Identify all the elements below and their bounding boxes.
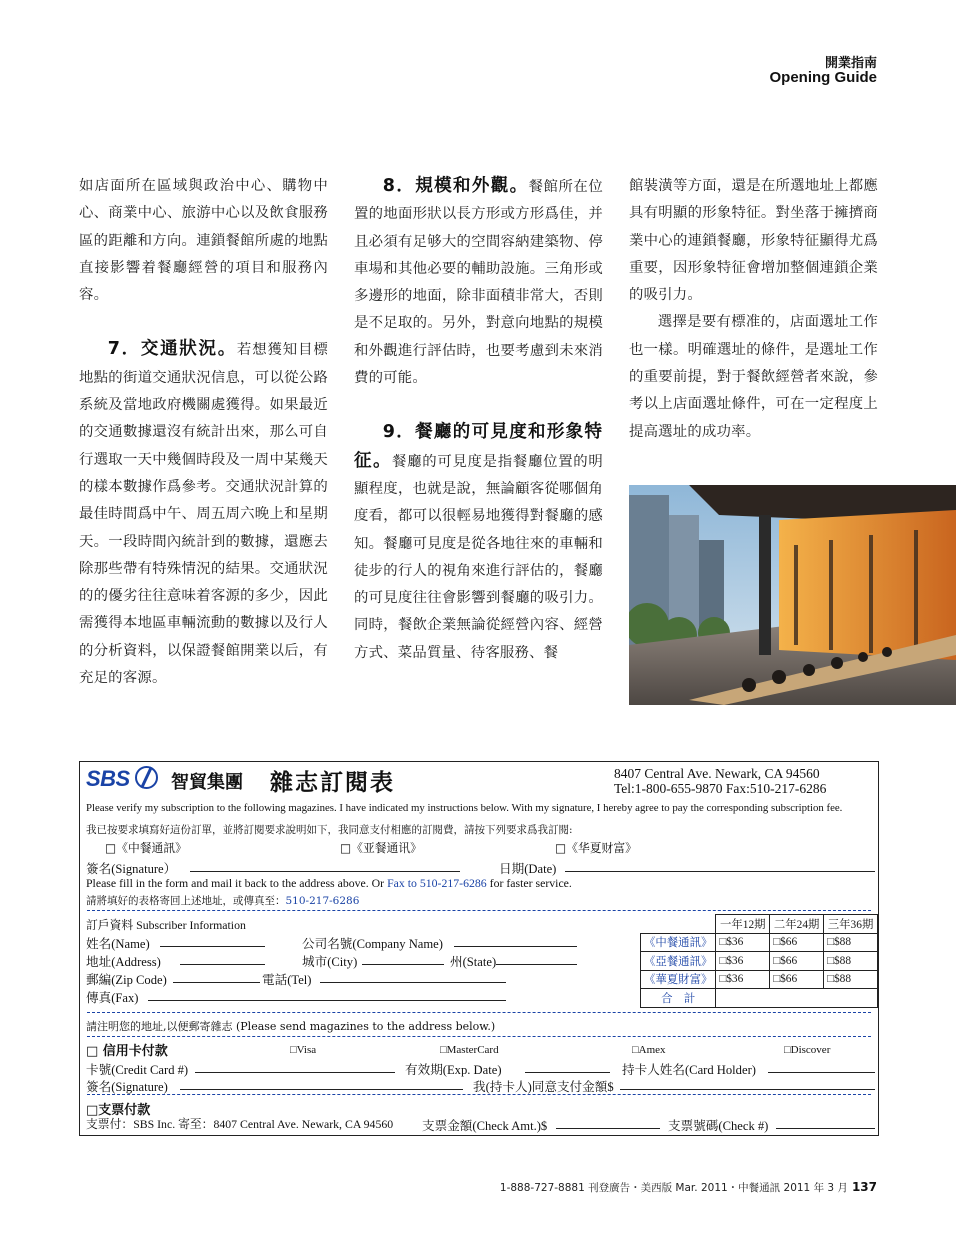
signature-label: 簽名(Signature） bbox=[86, 862, 177, 876]
date-label: 日期(Date) bbox=[499, 862, 557, 876]
article-column-2 bbox=[354, 173, 603, 667]
price-checkbox[interactable]: □$88 bbox=[824, 952, 878, 971]
restaurant-photo bbox=[629, 485, 956, 705]
verify-text-en: Please verify my subscription to the following magazines. I have indicated my instructions below. With my signature, I hereby agree to pay the corresponding subscription fee. bbox=[86, 802, 843, 814]
company-field[interactable] bbox=[454, 946, 577, 947]
send-address-note: 請注明您的地址,以便郵寄雜志 (Please send magazines to the address below.) bbox=[86, 1020, 496, 1033]
tel-label: 電話(Tel) bbox=[262, 973, 312, 987]
verify-text-cn: 我已按要求填寫好這份訂單，並將訂閱要求說明如下，我同意支付相應的訂閱費，請按下列要求爲我訂閱: bbox=[86, 824, 573, 836]
mail-text-1: Please fill in the form and mail it back to the address above. Or bbox=[86, 876, 385, 890]
visa-option[interactable]: □Visa bbox=[290, 1044, 317, 1056]
card-holder-label: 持卡人姓名(Card Holder) bbox=[622, 1063, 756, 1077]
address-field[interactable] bbox=[180, 964, 265, 965]
card-holder-field[interactable] bbox=[768, 1072, 875, 1073]
price-row bbox=[641, 952, 878, 971]
footer-text: 1-888-727-8881 刊登廣告・美西版 Mar. 2011・中餐通訊 2011 年 3 月 bbox=[499, 1182, 848, 1194]
globe-logo-icon bbox=[135, 766, 158, 789]
signature-2-label: 簽名(Signature) bbox=[86, 1080, 168, 1094]
city-label: 城市(City) bbox=[302, 955, 358, 969]
mail-instructions-cn bbox=[86, 893, 359, 908]
price-row-title: 《中餐通訊》 bbox=[641, 933, 716, 952]
check-amount-field[interactable] bbox=[556, 1128, 660, 1129]
date-field[interactable] bbox=[565, 871, 875, 872]
price-row bbox=[641, 970, 878, 989]
form-address: 8407 Central Ave. Newark, CA 94560 bbox=[614, 766, 820, 781]
section-8 bbox=[354, 173, 603, 392]
page-footer bbox=[500, 1180, 877, 1195]
price-header-3yr: 三年36期 bbox=[824, 915, 878, 934]
agree-amount-label: 我(持卡人)同意支付金額$ bbox=[473, 1080, 614, 1094]
price-header-row bbox=[641, 915, 878, 934]
total-field[interactable] bbox=[716, 989, 878, 1008]
name-label: 姓名(Name) bbox=[86, 937, 150, 951]
price-row bbox=[641, 933, 878, 952]
section-title-cn: 開業指南 bbox=[824, 56, 877, 71]
section-9-heading: 9．餐廳的可見度和形象特征。 bbox=[354, 422, 603, 471]
zip-field[interactable] bbox=[173, 982, 260, 983]
company-label: 公司名號(Company Name) bbox=[302, 937, 443, 951]
section-8-body: 餐館所在位置的地面形狀以長方形或方形爲佳，并且必須有足够大的空間容納建築物、停車場和其他必要的輔助設施。三角形或多邊形的地面，除非面積非常大，否則是不足取的。另外，對意向地點的規模和外觀進行評估時，也要考慮到未來消費的可能。 bbox=[354, 179, 603, 387]
agree-amount-field[interactable] bbox=[620, 1089, 875, 1090]
section-9 bbox=[354, 419, 603, 667]
form-contact: Tel:1-800-655-9870 Fax:510-217-6286 bbox=[614, 781, 827, 796]
divider-2 bbox=[87, 1012, 871, 1013]
subscriber-heading: 訂戶資料 Subscriber Information bbox=[86, 918, 246, 932]
signature-2-field[interactable] bbox=[180, 1089, 463, 1090]
check-payment-heading[interactable]: □支票付款 bbox=[86, 1103, 151, 1118]
section-8-heading: 8．規模和外觀。 bbox=[382, 176, 529, 196]
magazine-option-3[interactable]: □《华夏财富》 bbox=[555, 841, 637, 855]
column-3-continuation: 館裝潢等方面，還是在所選地址上都應具有明顯的形象特征。對坐落于擁擠商業中心的連鎖餐廳，形象特征顯得尤爲重要，因形象特征會增加整個連鎖企業的吸引力。 bbox=[629, 178, 878, 304]
mail-text-2: for faster service. bbox=[489, 876, 572, 890]
column-3-conclusion: 選擇是要有標准的，店面選址工作也一樣。明確選址的條件，是選址工作的重要前提，對于餐飲經營者來說，參考以上店面選址條件，可在一定程度上提高選址的成功率。 bbox=[629, 314, 878, 440]
exp-date-field[interactable] bbox=[525, 1072, 610, 1073]
check-amount-label: 支票金額(Check Amt.)$ bbox=[422, 1119, 548, 1133]
total-label: 合 計 bbox=[641, 989, 716, 1008]
mastercard-option[interactable]: □MasterCard bbox=[440, 1044, 499, 1056]
price-table bbox=[640, 914, 878, 1008]
discover-option[interactable]: □Discover bbox=[784, 1044, 831, 1056]
magazine-option-1[interactable]: □《中餐通訊》 bbox=[105, 841, 187, 855]
price-row-title: 《亞餐通訊》 bbox=[641, 952, 716, 971]
divider-1 bbox=[87, 910, 871, 911]
amex-option[interactable]: □Amex bbox=[632, 1044, 666, 1056]
price-checkbox[interactable]: □$88 bbox=[824, 933, 878, 952]
sbs-logo-text: SBS bbox=[86, 766, 130, 791]
section-7-body: 若想獲知目標地點的街道交通狀況信息，可以從公路系統及當地政府機關處獲得。如果最近的交通數據還沒有統計出來，那么可自行選取一天中幾個時段及一周中某幾天的樣本數據作爲參考。交通狀況計算的最佳時間爲中午、周五周六晚上和星期天。一段時間內統計到的數據，還應去除那些帶有特殊情況的結果。交通狀況的的優劣往往意味着客源的多少，因此需獲得本地區車輛流動的數據以及行人的分析資料，以保證餐館開業以后，有充足的客源。 bbox=[79, 342, 328, 687]
divider-4 bbox=[87, 1094, 871, 1095]
price-checkbox[interactable]: □$36 bbox=[716, 970, 770, 989]
price-checkbox[interactable]: □$88 bbox=[824, 970, 878, 989]
card-number-field[interactable] bbox=[195, 1072, 395, 1073]
price-row-title: 《華夏財富》 bbox=[641, 970, 716, 989]
address-label: 地址(Address) bbox=[86, 955, 161, 969]
price-checkbox[interactable]: □$36 bbox=[716, 933, 770, 952]
price-checkbox[interactable]: □$36 bbox=[716, 952, 770, 971]
mail-instructions-en bbox=[86, 876, 572, 891]
price-checkbox[interactable]: □$66 bbox=[770, 952, 824, 971]
mail-cn-fax: 510-217-6286 bbox=[285, 895, 360, 907]
signature-field[interactable] bbox=[190, 871, 460, 872]
mail-fax-number: Fax to 510-217-6286 bbox=[387, 876, 487, 890]
check-number-field[interactable] bbox=[776, 1128, 875, 1129]
page-number: 137 bbox=[851, 1180, 877, 1194]
name-field[interactable] bbox=[160, 946, 265, 947]
credit-card-heading[interactable]: □ 信用卡付款 bbox=[86, 1044, 168, 1059]
form-title: 雜志訂閱表 bbox=[270, 769, 395, 796]
zip-label: 郵編(Zip Code) bbox=[86, 973, 167, 987]
check-number-label: 支票號碼(Check #) bbox=[668, 1119, 769, 1133]
price-header-2yr: 二年24期 bbox=[770, 915, 824, 934]
column-1-intro: 如店面所在區域與政治中心、購物中心、商業中心、旅游中心以及飲食服務區的距離和方向。連鎖餐館所處的地點直接影響着餐廳經營的項目和服務內容。 bbox=[79, 178, 328, 304]
price-checkbox[interactable]: □$66 bbox=[770, 933, 824, 952]
group-name: 智貿集團 bbox=[171, 772, 243, 793]
price-header-1yr: 一年12期 bbox=[716, 915, 770, 934]
exp-date-label: 有效期(Exp. Date) bbox=[405, 1063, 502, 1077]
fax-label: 傳真(Fax) bbox=[86, 991, 139, 1005]
tel-field[interactable] bbox=[320, 982, 506, 983]
price-checkbox[interactable]: □$66 bbox=[770, 970, 824, 989]
divider-3 bbox=[87, 1036, 871, 1037]
state-label: 州(State) bbox=[450, 955, 497, 969]
section-7 bbox=[79, 336, 328, 692]
section-7-heading: 7．交通狀況。 bbox=[107, 339, 237, 360]
state-field[interactable] bbox=[496, 964, 577, 965]
article-column-3 bbox=[629, 173, 878, 446]
check-payee: 支票付：SBS Inc. 寄至：8407 Central Ave. Newark, CA 94560 bbox=[86, 1117, 394, 1131]
section-9-body: 餐廳的可見度是指餐廳位置的明顯程度，也就是說，無論顧客從哪個角度看，都可以很輕易地獲得對餐廳的感知。餐廳可見度是從各地往來的車輛和徒步的行人的視角來進行評估的，餐廳的可見度往往會影響到餐廳的吸引力。同時，餐飲企業無論從經營內容、經營方式、菜品質量、待客服務、餐 bbox=[354, 453, 603, 661]
fax-field[interactable] bbox=[148, 1000, 506, 1001]
card-number-label: 卡號(Credit Card #) bbox=[86, 1063, 189, 1077]
price-total-row bbox=[641, 989, 878, 1008]
mail-cn-text: 請將填好的表格寄回上述地址，或傳真至： bbox=[86, 895, 286, 907]
article-column-1 bbox=[79, 173, 328, 692]
magazine-option-2[interactable]: □《亚餐通讯》 bbox=[340, 841, 422, 855]
section-title-en: Opening Guide bbox=[769, 69, 877, 86]
subscription-form bbox=[79, 761, 879, 1136]
city-field[interactable] bbox=[362, 964, 444, 965]
